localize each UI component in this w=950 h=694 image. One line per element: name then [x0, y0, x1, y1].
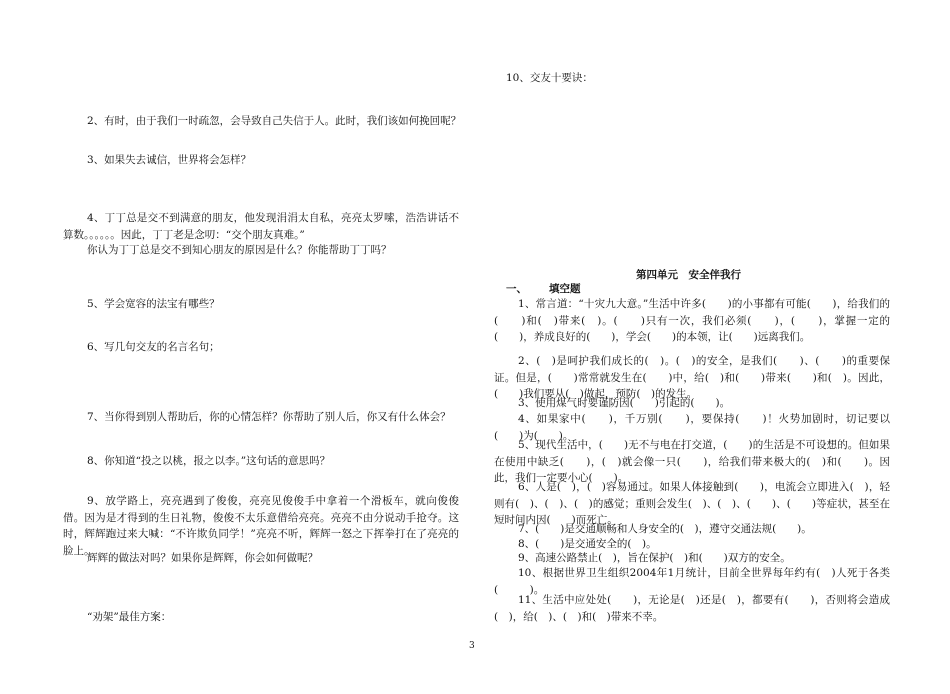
fill-blank-10: 10、根据世界卫生组织2004年1月统计，目前全世界每年约有( )人死于各类( )。: [494, 567, 890, 596]
unit-title: 第四单元 安全伴我行: [636, 269, 741, 281]
question-10: 10、交友十要诀：: [506, 72, 593, 84]
section-title: 填空题: [549, 283, 581, 295]
question-7: 7、当你得到别人帮助后，你的心情怎样？你帮助了别人后，你又有什么体会？: [87, 411, 451, 423]
page-number: 3: [469, 641, 475, 651]
question-9-story: 9、放学路上，亮亮遇到了俊俊，亮亮见俊俊手中拿着一个滑板车，就向俊俊借。因为是才得到的生日礼物，俊俊不太乐意借给亮亮。亮亮不由分说动手抢夺。这时，辉辉跑过来大喊：“不许欺负同学！”亮亮不听，辉辉一怒之下挥拳打在了亮亮的脸上。: [63, 495, 459, 557]
fill-blank-5: 5、现代生活中，( )无不与电在打交道，( )的生活是不可设想的。但如果在使用中缺乏( )，( )就会像一只( )，给我们带来极大的( )和( )。因此，我们一定要小心( )。: [494, 439, 890, 484]
section-number: 一、: [506, 283, 527, 295]
fill-blank-11: 11、生活中应处处( )，无论是( )还是( )，都要有( )，否则将会造成( )，给( )、( )和( )带来不幸。: [494, 594, 890, 623]
question-9-prompt: 辉辉的做法对吗？如果你是辉辉，你会如何做呢？: [87, 552, 318, 564]
fill-blank-7: 7、( )是交通顺畅和人身安全的( )，遵守交通法规( )。: [518, 523, 812, 535]
question-2: 2、有时，由于我们一时疏忽，会导致自己失信于人。此时，我们该如何挽回呢？: [87, 115, 462, 127]
fill-blank-6: 6、人是( )，( )容易通过。如果人体接触到( )，电流会立即进入( )，轻则有( )、( )、( )的感觉；重则会发生( )、( )、( )、( )等症状，甚至在短时间内因( )而死亡。: [494, 481, 890, 526]
question-3: 3、如果失去诚信，世界将会怎样？: [87, 154, 252, 166]
fill-blank-4: 4、如果家中( )，千万别( )，要保持( )！火势加剧时，切记要以( )为( )。: [494, 413, 890, 442]
fill-blank-8: 8、( )是交通安全的( )。: [518, 538, 657, 550]
fill-blank-1: 1、常言道：“十灾九大意。”生活中许多( )的小事都有可能( )，给我们的( )和( )带来( )。( )只有一次，我们必须( )，( )，掌握一定的( )，养成良好的( )，学会( )的本领，让( )远离我们。: [494, 298, 890, 343]
question-5: 5、学会宽容的法宝有哪些？: [87, 298, 220, 310]
fill-blank-3: 3、使用煤气时要谨防因( )引起的( )。: [518, 397, 731, 409]
fill-blank-9: 9、高速公路禁止( )，旨在保护( )和( )双方的安全。: [518, 552, 791, 564]
question-6: 6、写几句交友的名言名句；: [87, 341, 220, 353]
fill-blank-2: 2、( )是呵护我们成长的( )。( )的安全，是我们( )、( )的重要保证。但是，( )常常就发生在( )中，给( )和( )带来( )和( )。因此，( )我们要从( )做起，预防( )的发生。: [494, 355, 890, 400]
question-4-prompt: 你认为丁丁总是交不到知心朋友的原因是什么？你能帮助丁丁吗？: [87, 244, 392, 256]
question-4-story: 4、丁丁总是交不到满意的朋友，他发现涓涓太自私，亮亮太罗嗦，浩浩讲话不算数。。。。。。因此，丁丁老是念叨：“交个朋友真难。”: [63, 212, 459, 241]
question-8: 8、你知道“投之以桃，报之以李。”这句话的意思吗？: [87, 455, 331, 467]
question-9-plan: “劝架”最佳方案：: [87, 611, 172, 623]
